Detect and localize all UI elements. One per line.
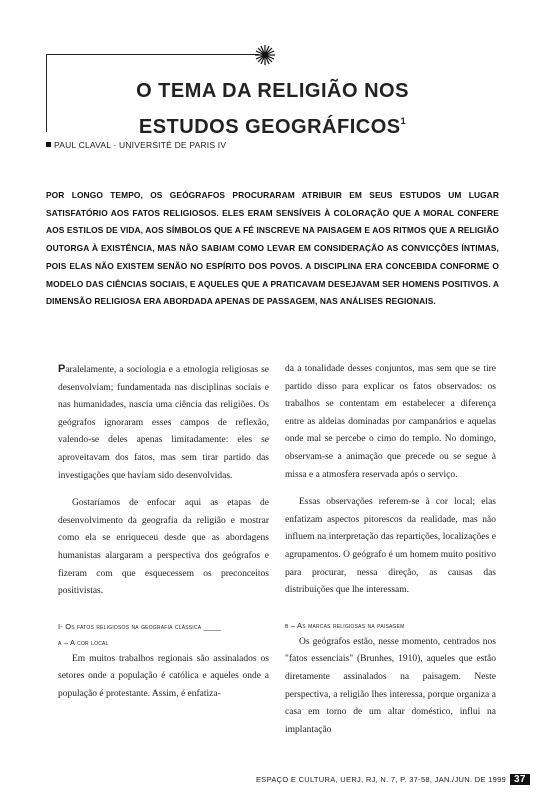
body-column-right bbox=[285, 361, 496, 739]
sunburst-ornament-icon bbox=[254, 44, 276, 66]
subsection-heading: b – As marcas religiosas na paisagem bbox=[285, 620, 405, 630]
author-byline: PAUL CLAVAL · UNIVERSITÉ DE PARIS IV bbox=[46, 140, 226, 150]
title-footnote-marker[interactable]: 1 bbox=[400, 116, 407, 126]
body-column-left bbox=[58, 361, 269, 704]
drop-cap: P bbox=[58, 363, 66, 375]
paragraph: da a tonalidade desses conjuntos, mas sem que se tire partido disso para explicar os fatos observados: os trabalhos se contentam em estabelecer a diferença entre as aldeias dominadas por campanários e aquelas onde mal se percebe o cimo do templo. No domingo, observam-se a animação que precede ou se segue à missa e a atmosfera reservada após o serviço. bbox=[285, 364, 496, 480]
article-title-line-1: O TEMA DA RELIGIÃO NOS bbox=[136, 80, 409, 102]
section-heading: I- Os fatos religiosos na geografia clássica ____ bbox=[58, 621, 221, 631]
abstract: POR LONGO TEMPO, OS GEÓGRAFOS PROCURARAM ATRIBUIR EM SEUS ESTUDOS UM LUGAR SATISFATÓRIO AOS FATOS RELIGIOSOS. ELES ERAM SENSÍVEIS À COLORAÇÃO QUE A MORAL CONFERE AOS ESTILOS DE VIDA, AOS SÍMBOLOS QUE A FÉ INSCREVE NA PAISAGEM E AOS RITMOS QUE A RELIGIÃO OUTORGA À EXISTÊNCIA, MAS NÃO SABIAM COMO LEVAR EM CONSIDERAÇÃO AS CONVICÇÕES ÍNTIMAS, POIS ELAS NÃO EXISTEM SENÃO NO ESPÍRITO DOS POVOS. A DISCIPLINA ERA CONCEBIDA CONFORME O MODELO DAS CIÊNCIAS SOCIAIS, E AQUELES QUE A PRATICAVAM DESEJAVAM SER HOMENS POSITIVOS. A DIMENSÃO RELIGIOSA ERA ABORDADA APENAS DE PASSAGEM, NAS ANÁLISES REGIONAIS. bbox=[46, 190, 499, 307]
title-frame-rule bbox=[46, 54, 259, 55]
paragraph: Paralelamente, a sociologia e a etnologia religiosas se desenvolviam; fundamentada nas disciplinas sociais e nas humanidades, nascia uma ciência das religiões. Os geógrafos ignoraram esses campos de reflexão, valendo-se deles apenas limitadamente: eles se aproveitavam dos fatos, mas sem tirar partido das investigações que haviam sido desenvolvidas. bbox=[58, 363, 269, 481]
bullet-icon bbox=[46, 142, 51, 147]
paragraph: Os geógrafos estão, nesse momento, centrados nos "fatos essenciais" (Brunhes, 1910), aqueles que estão diretamente assinalados na paisagem. Neste perspectiva, a religião lhes interessa, porque organiza a casa em torno de um altar doméstico, influi na implantação bbox=[285, 636, 496, 735]
page-number: 37 bbox=[510, 774, 530, 785]
paragraph: Gostaríamos de enfocar aqui as etapas de desenvolvimento da geografia da religião e mostrar como ela se enriqueceu desde que as abordagens humanistas alargaram a perspectiva dos geógrafos e fizeram com que esquecessem os preconceitos positivistas. bbox=[58, 498, 269, 597]
paragraph: Essas observações referem-se à cor local; elas enfatizam aspectos pitorescos da realidade, mas não influem na interpretação das repartições, localizações e agrupamentos. O geógrafo é um homem muito positivo para procurar, nessa direção, as causas das distribuições que lhe interessam. bbox=[285, 497, 496, 596]
article-title-line-2: ESTUDOS GEOGRÁFICOS$^1$ bbox=[138, 116, 407, 138]
paragraph: Em muitos trabalhos regionais são assinalados os setores onde a população é católica e aqueles onde a população é protestante. Assim, é enfatiza- bbox=[58, 653, 269, 699]
subsection-heading: a – A cor local bbox=[58, 637, 109, 647]
journal-footer: ESPAÇO E CULTURA, UERJ, RJ, N. 7, P. 37-58, JAN./JUN. DE 1999 37 bbox=[256, 774, 530, 785]
